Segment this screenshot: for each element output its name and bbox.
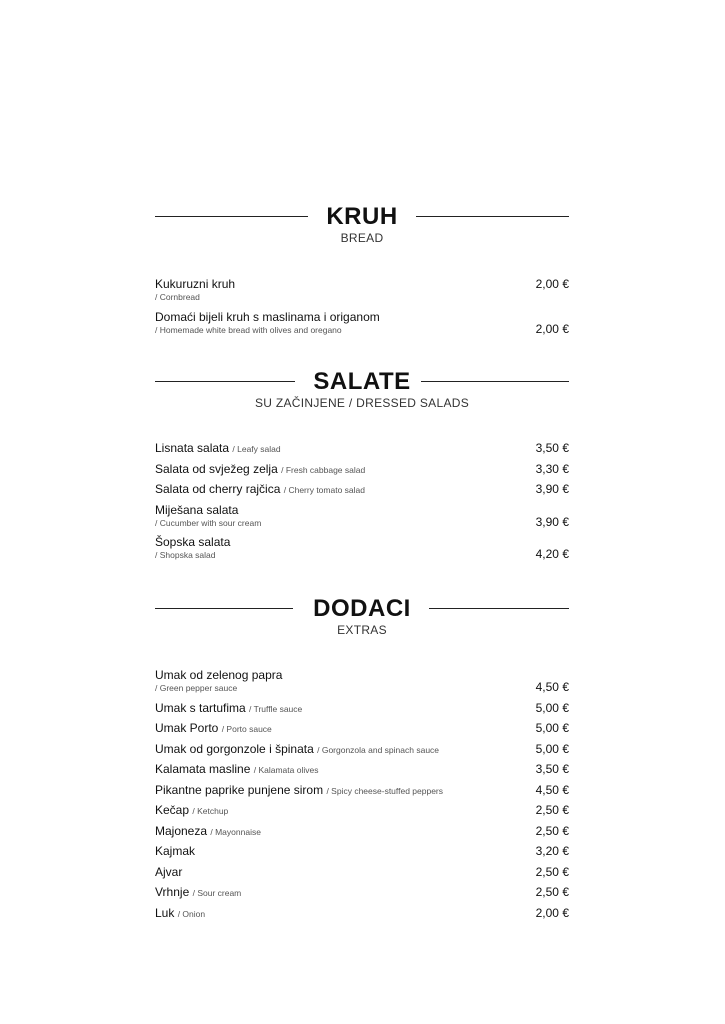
item-name: Salata od svježeg zelja [155,461,278,476]
menu-item [155,668,569,701]
item-name: Vrhnje [155,885,190,899]
menu-item [155,906,569,927]
item-translation: / Ketchup [192,806,229,816]
item-price: 5,00 € [535,741,569,756]
item-translation: / Kalamata olives [253,765,319,775]
item-translation: / Cherry tomato salad [283,485,365,495]
item-name: Luk [155,905,175,920]
item-price: 3,20 € [535,844,569,858]
section-subtitle: EXTRAS [337,623,387,637]
item-price: 2,50 € [535,885,569,899]
item-translation: / Sour cream [192,888,242,898]
item-translation: / Homemade white bread with olives and oregano [155,324,342,335]
item-name: Kukuruzni kruh [155,277,236,291]
item-name: Kalamata masline [155,762,251,776]
menu-item [155,701,569,722]
item-price: 4,50 € [535,680,569,694]
item-name: Majoneza [155,823,208,838]
item-list [155,277,569,342]
item-translation: / Gorgonzola and spinach sauce [317,744,440,755]
menu-item [155,310,569,343]
item-name: Umak od gorgonzole i špinata [155,741,314,756]
item-translation: / Onion [177,908,206,919]
menu-item [155,762,569,783]
item-name: Umak Porto [155,721,219,735]
item-translation: / Truffle sauce [249,703,303,714]
item-price: 3,30 € [535,461,569,476]
section-header [155,204,569,264]
item-translation: / Spicy cheese-stuffed peppers [326,785,444,796]
item-price: 2,50 € [535,823,569,838]
menu-item [155,277,569,310]
item-price: 2,00 € [535,905,569,920]
section-subtitle: SU ZAČINJENE / DRESSED SALADS [254,396,470,410]
section-kruh [155,204,569,342]
item-translation: / Fresh cabbage salad [281,464,366,475]
menu-item [155,844,569,865]
section-header [155,596,569,656]
item-price: 2,00 € [535,277,569,291]
menu-item [155,742,569,763]
item-name: Ajvar [155,864,183,879]
menu-item [155,885,569,906]
section-subtitle: BREAD [340,231,384,245]
item-list [155,668,569,926]
item-name: Pikantne paprike punjene sirom [155,782,324,797]
item-price: 3,50 € [535,441,569,455]
item-translation: / Leafy salad [232,444,281,454]
item-price: 5,00 € [535,700,569,715]
item-name: Miješana salata [155,502,239,517]
menu-item [155,721,569,742]
item-list [155,441,569,568]
item-name: Lisnata salata [155,441,230,455]
item-name: Umak s tartufima [155,700,246,715]
menu-item [155,824,569,845]
section-header [155,369,569,429]
menu-item [155,503,569,536]
item-price: 5,00 € [535,721,569,735]
item-price: 3,90 € [535,514,569,529]
item-translation: / Mayonnaise [210,826,261,837]
item-name: Umak od zelenog papra [155,668,283,682]
menu-item [155,535,569,568]
item-price: 4,50 € [535,782,569,797]
item-translation: / Cucumber with sour cream [155,517,262,528]
section-title: SALATE [155,369,569,395]
item-name: Domaći bijeli kruh s maslinama i origanom [155,309,380,324]
menu-item [155,482,569,503]
item-translation: / Cornbread [155,292,200,302]
item-translation: / Green pepper sauce [155,683,238,693]
item-name: Šopska salata [155,535,231,549]
menu-item [155,783,569,804]
section-title: DODACI [155,596,569,622]
menu-item [155,462,569,483]
section-title: KRUH [155,204,569,230]
item-price: 4,20 € [535,547,569,561]
item-name: Kečap [155,803,190,817]
item-price: 2,50 € [535,864,569,879]
section-salate [155,369,569,568]
item-translation: / Shopska salad [155,550,216,560]
item-price: 2,00 € [535,321,569,336]
menu-item [155,441,569,462]
item-name: Salata od cherry rajčica [155,482,281,496]
item-price: 2,50 € [535,803,569,817]
section-dodaci [155,596,569,926]
item-price: 3,50 € [535,762,569,776]
item-translation: / Porto sauce [221,724,272,734]
menu-item [155,865,569,886]
item-price: 3,90 € [535,482,569,496]
item-name: Kajmak [155,844,196,858]
menu-item [155,803,569,824]
